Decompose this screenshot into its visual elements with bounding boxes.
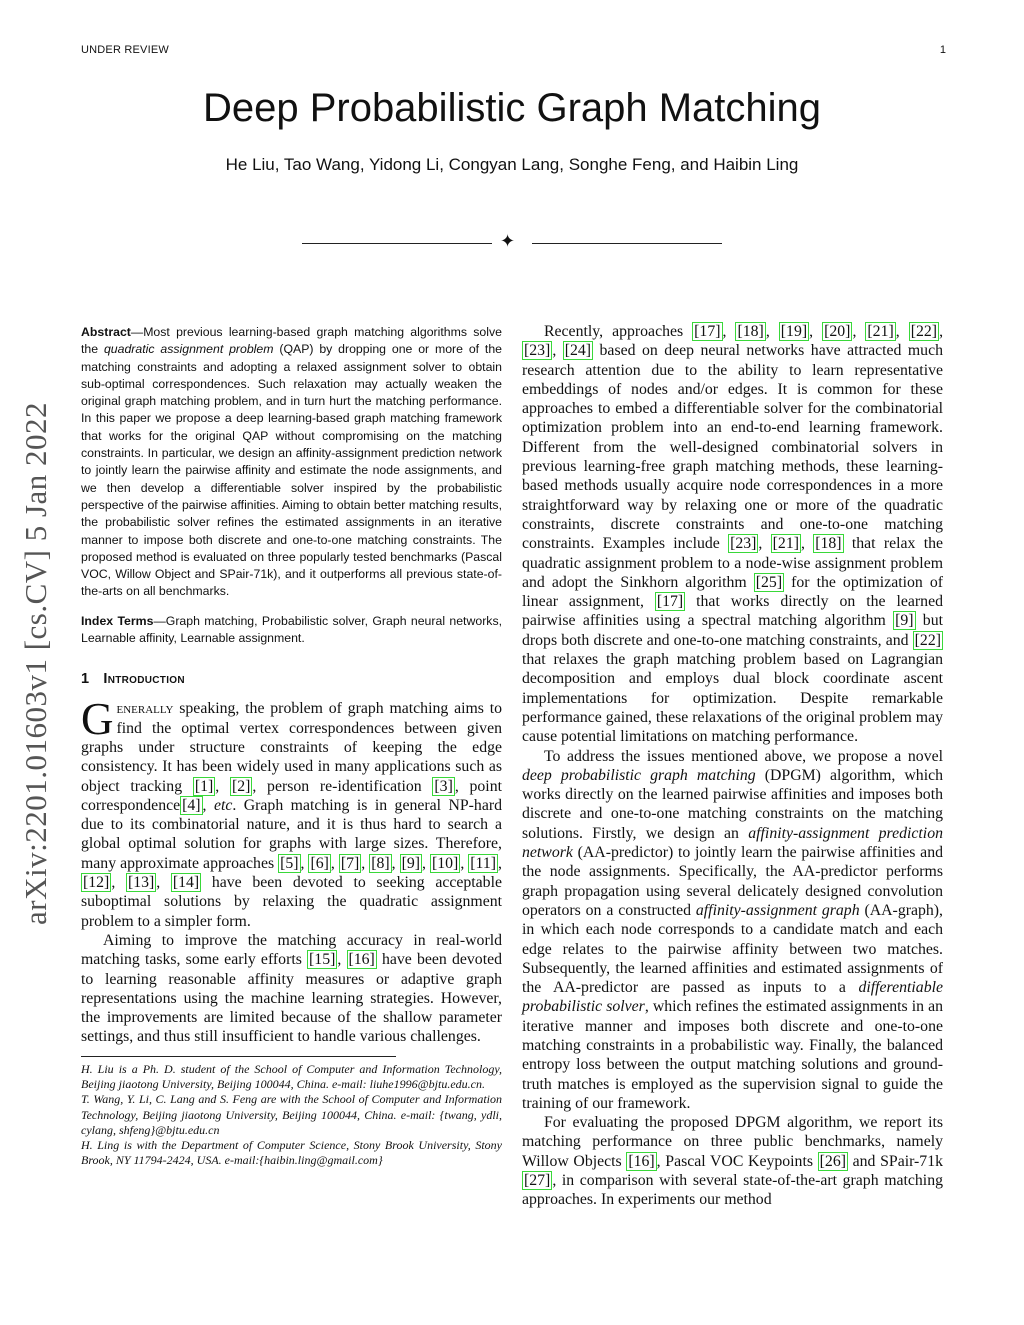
footnote-rule bbox=[81, 1056, 396, 1057]
footnote: H. Liu is a Ph. D. student of the School of Computer and Information Technology, Beijing jiaotong University, Beijing 100044, China. e-mail: liuhe1996@bjtu.edu.cn. bbox=[81, 1061, 502, 1091]
title-divider bbox=[302, 233, 722, 253]
citation-link[interactable]: [18] bbox=[737, 323, 764, 340]
right-column bbox=[522, 322, 943, 1210]
citation-link[interactable]: [12] bbox=[83, 874, 110, 892]
citation-link[interactable]: [19] bbox=[780, 323, 808, 340]
body-paragraph: To address the issues mentioned above, we propose a novel deep probabilistic graph matching (DPGM) algorithm, which works directly on the learned pairwise affinities and imposes both discrete and one-to-one matching constraints on the matching solutions. Firstly, we design an affinity-assignment prediction network (AA-predictor) to jointly learn the pairwise affinities and the node assignments. Specifically, the AA-predictor performs graph propagation using several delicately designed convolution operators on a constructed affinity-assignment graph (AA-graph), in which each node corresponds to a candidate match and each edge relates to the pairwise affinity between two matches. Subsequently, the learned affinities and estimated assignments of the AA-predictor are passed as inputs to a differentiable probabilistic solver, which refines the estimated assignments in an iterative manner and imposes both discrete and one-to-one matching constraints in a probabilistic way. Finally, the balanced entropy loss between the output matching solutions and ground-truth matches is employed as the supervision signal to guide the training of our framework. bbox=[522, 747, 943, 1112]
citation-link[interactable]: [17] bbox=[694, 323, 721, 340]
citation-link[interactable]: [18] bbox=[815, 535, 842, 553]
citation-link[interactable]: [16] bbox=[628, 1152, 655, 1170]
citation-link[interactable]: [1] bbox=[194, 777, 214, 795]
citation-link[interactable]: [14] bbox=[172, 874, 200, 892]
left-column bbox=[81, 324, 502, 1169]
citation-link[interactable]: [5] bbox=[280, 854, 299, 872]
footnotes bbox=[81, 1062, 502, 1169]
arxiv-stamp: arXiv:2201.01603v1 [cs.CV] 5 Jan 2022 bbox=[18, 401, 53, 925]
diamond-star-icon: ✦ bbox=[500, 231, 516, 251]
index-terms: Index Terms—Graph matching, Probabilistic solver, Graph neural networks, Learnable affinity, Learnable assignment. bbox=[81, 613, 503, 646]
citation-link[interactable]: [4] bbox=[182, 796, 201, 814]
citation-link[interactable]: [10] bbox=[431, 854, 459, 872]
citation-link[interactable]: [16] bbox=[348, 951, 375, 969]
footnote: T. Wang, Y. Li, C. Lang and S. Feng are with the School of Computer and Information Technology, Beijing jiaotong University, Beijing 100044, China. e-mail: {twang, ydli, cylang, shfeng}@bjtu.edu.cn bbox=[81, 1092, 502, 1137]
citation-link[interactable]: [26] bbox=[819, 1152, 846, 1170]
footnote: H. Ling is with the Department of Computer Science, Stony Brook University, Stony Brook, NY 11794-2424, USA. e-mail:{haibin.ling@gmail.com} bbox=[81, 1138, 502, 1168]
citation-link[interactable]: [15] bbox=[309, 951, 336, 969]
citation-link[interactable]: [22] bbox=[914, 631, 941, 649]
drop-cap: G bbox=[81, 694, 114, 745]
page-number: 1 bbox=[939, 44, 946, 56]
citation-link[interactable]: [9] bbox=[401, 854, 421, 872]
citation-link[interactable]: [8] bbox=[371, 854, 390, 872]
citation-link[interactable]: [20] bbox=[824, 323, 851, 340]
citation-link[interactable]: [21] bbox=[772, 535, 799, 553]
citation-link[interactable]: [3] bbox=[434, 777, 453, 795]
citation-link[interactable]: [24] bbox=[564, 342, 592, 360]
intro-paragraph: Generally speaking, the problem of graph matching aims to find the optimal vertex correspondences between given graphs under structure constraints of keeping the edge consistency. It has been widely used in many applications such as object tracking [1] , [2] , person re-identification [3] , point correspondence [4] , etc. Graph matching is in general NP-hard due to its combinatorial nature, and it is thus hard to search a global optimal solution for graphs with large sizes. Therefore, many approximate approaches [5] , [6] , [7] , [8] , [9] , [10] , [11] , [12] , [13] , [14] have been devoted to seeking acceptable suboptimal solutions by relaxing the quadratic assignment problem to a simpler form. bbox=[81, 694, 502, 930]
body-paragraph: For evaluating the proposed DPGM algorithm, we report its matching performance on three public benchmarks, namely Willow Objects [16] , Pascal VOC Keypoints [26] and SPair-71k [27] , in comparison with several state-of-the-art graph matching approaches. In experiments our method bbox=[522, 1114, 943, 1209]
running-header: UNDER REVIEW bbox=[81, 44, 169, 56]
intro-paragraph: Aiming to improve the matching accuracy in real-world matching tasks, some early efforts [15] , [16] have been devoted to learning reasonable affinity measures or adaptive graph representations using the machine learning strategies. However, the improvements are limited because of the shallow parameter settings, and thus still insufficient to handle various challenges. bbox=[81, 931, 502, 1046]
paper-title: Deep Probabilistic Graph Matching bbox=[202, 86, 822, 130]
citation-link[interactable]: [6] bbox=[310, 854, 329, 872]
citation-link[interactable]: [22] bbox=[910, 323, 938, 340]
citation-link[interactable]: [17] bbox=[656, 593, 684, 611]
body-paragraph: Recently, approaches [17] , [18] , [19] , [20] , [21] , [22] , [23] , [24] based on deep neural networks have attracted much research attention due to the ability to learn representative embeddings of nodes and/or edges. It is common for these approaches to embed a differentiable solver for the combinatorial optimization problem into an end-to-end learning framework. Different from the well-designed combinatorial solvers in previous learning-free graph matching methods, these learning-based methods usually acquire node correspondences in a more straightforward way by relaxing one or more of the quadratic constraints, discrete constraints and one-to-one matching constraints. Examples include [23] , [21] , [18] that relax the quadratic assignment problem to a node-wise assignment problem and adopt the Sinkhorn algorithm [25] for the optimization of linear assignment, [17] that works directly on the learned pairwise affinities using a spectral matching algorithm [9] but drops both discrete and one-to-one matching constraints, and [22] that relaxes the graph matching problem based on Lagrangian decomposition and employs dual block coordinate ascent implementations for optimization. Despite remarkable performance gained, these relaxations of the original problem may cause potential limitations on matching performance. bbox=[522, 323, 944, 746]
citation-link[interactable]: [23] bbox=[524, 342, 551, 360]
citation-link[interactable]: [21] bbox=[867, 323, 894, 340]
citation-link[interactable]: [7] bbox=[340, 854, 360, 872]
citation-link[interactable]: [9] bbox=[895, 612, 914, 630]
citation-link[interactable]: [27] bbox=[524, 1172, 551, 1190]
citation-link[interactable]: [23] bbox=[730, 535, 757, 553]
citation-link[interactable]: [25] bbox=[755, 573, 783, 591]
author-list: He Liu, Tao Wang, Yidong Li, Congyan Lang, Songhe Feng, and Haibin Ling bbox=[225, 155, 799, 174]
citation-link[interactable]: [2] bbox=[231, 777, 251, 795]
citation-link[interactable]: [11] bbox=[470, 854, 496, 872]
citation-link[interactable]: [13] bbox=[127, 874, 155, 892]
section-heading: 1 Introduction bbox=[81, 671, 185, 688]
abstract: Abstract—Most previous learning-based graph matching algorithms solve the quadratic assignment problem (QAP) by dropping one or more of the matching constraints and adopting a relaxed assignment solver to obtain sub-optimal correspondences. Such relaxation may actually weaken the original graph matching problem, and in turn hurt the matching performance. In this paper we propose a deep learning-based graph matching framework that works for the original QAP without compromising on the matching constraints. In particular, we design an affinity-assignment prediction network to jointly learn the pairwise affinity and estimate the node assignments, and we then develop a differentiable solver inspired by the probabilistic perspective of the pairwise affinities. Aiming to obtain better matching results, the probabilistic solver refines the estimated assignments in an iterative manner to impose both discrete and one-to-one matching constraints. The proposed method is evaluated on three popularly tested benchmarks (Pascal VOC, Willow Object and SPair-71k), and it outperforms all previous state-of-the-arts on all benchmarks. bbox=[81, 325, 503, 599]
